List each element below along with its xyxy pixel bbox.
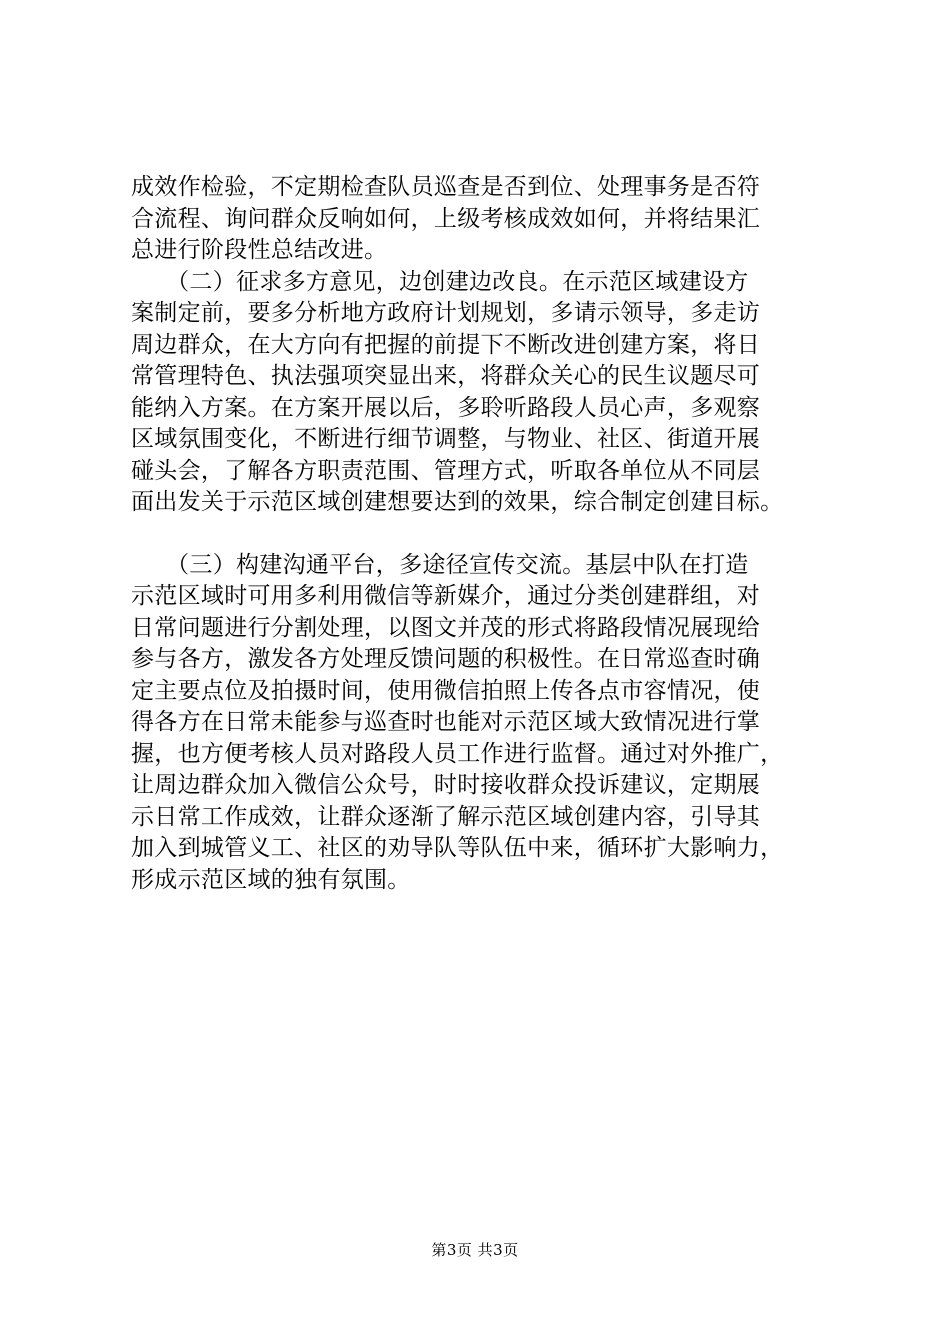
text-line: （三）构建沟通平台，多途径宣传交流。基层中队在打造 (131, 551, 749, 578)
paragraph-spacer (131, 519, 851, 550)
text-line: 得各方在日常未能参与巡查时也能对示范区域大致情况进行掌 (131, 709, 761, 735)
text-line: 形成示范区域的独有氛围。 (131, 866, 411, 893)
text-line: 案制定前，要多分析地方政府计划规划，多请示领导，多走访 (131, 300, 761, 326)
text-line: 成效作检验，不定期检查队员巡查是否到位、处理事务是否符 (131, 174, 761, 200)
text-line: 合流程、询问群众反响如何，上级考核成效如何，并将结果汇 (131, 205, 761, 232)
text-line: 周边群众，在大方向有把握的前提下不断改进创建方案，将日 (131, 331, 761, 358)
paragraph-2 (131, 267, 851, 519)
text-line: 总进行阶段性总结改进。 (131, 237, 388, 263)
text-line: 参与各方，激发各方处理反馈问题的积极性。在日常巡查时确 (131, 646, 761, 672)
page-number-footer: 第3页 共3页 (431, 1241, 519, 1259)
paragraph-3 (131, 550, 851, 897)
text-line: 日常问题进行分割处理，以图文并茂的形式将路段情况展现给 (131, 614, 761, 641)
text-line: 示范区域时可用多利用微信等新媒介，通过分类创建群组，对 (131, 583, 761, 609)
text-line: 碰头会，了解各方职责范围、管理方式，听取各单位从不同层 (131, 457, 761, 484)
text-line: 常管理特色、执法强项突显出来，将群众关心的民生议题尽可 (131, 363, 761, 389)
text-line: 能纳入方案。在方案开展以后，多聆听路段人员心声，多观察 (131, 394, 761, 421)
text-line: 让周边群众加入微信公众号，时时接收群众投诉建议，定期展 (131, 772, 761, 798)
paragraph-1 (131, 172, 851, 267)
text-line: 握，也方便考核人员对路段人员工作进行监督。通过对外推广， (131, 740, 784, 767)
text-line: 区域氛围变化，不断进行细节调整，与物业、社区、街道开展 (131, 426, 761, 452)
text-line: （二）征求多方意见，边创建边改良。在示范区域建设方 (131, 268, 749, 295)
text-line: 面出发关于示范区域创建想要达到的效果，综合制定创建目标。 (131, 489, 784, 515)
document-body (131, 172, 851, 896)
text-line: 定主要点位及拍摄时间，使用微信拍照上传各点市容情况，使 (131, 677, 761, 704)
text-line: 加入到城管义工、社区的劝导队等队伍中来，循环扩大影响力， (131, 835, 784, 861)
text-line: 示日常工作成效，让群众逐渐了解示范区域创建内容，引导其 (131, 803, 761, 830)
